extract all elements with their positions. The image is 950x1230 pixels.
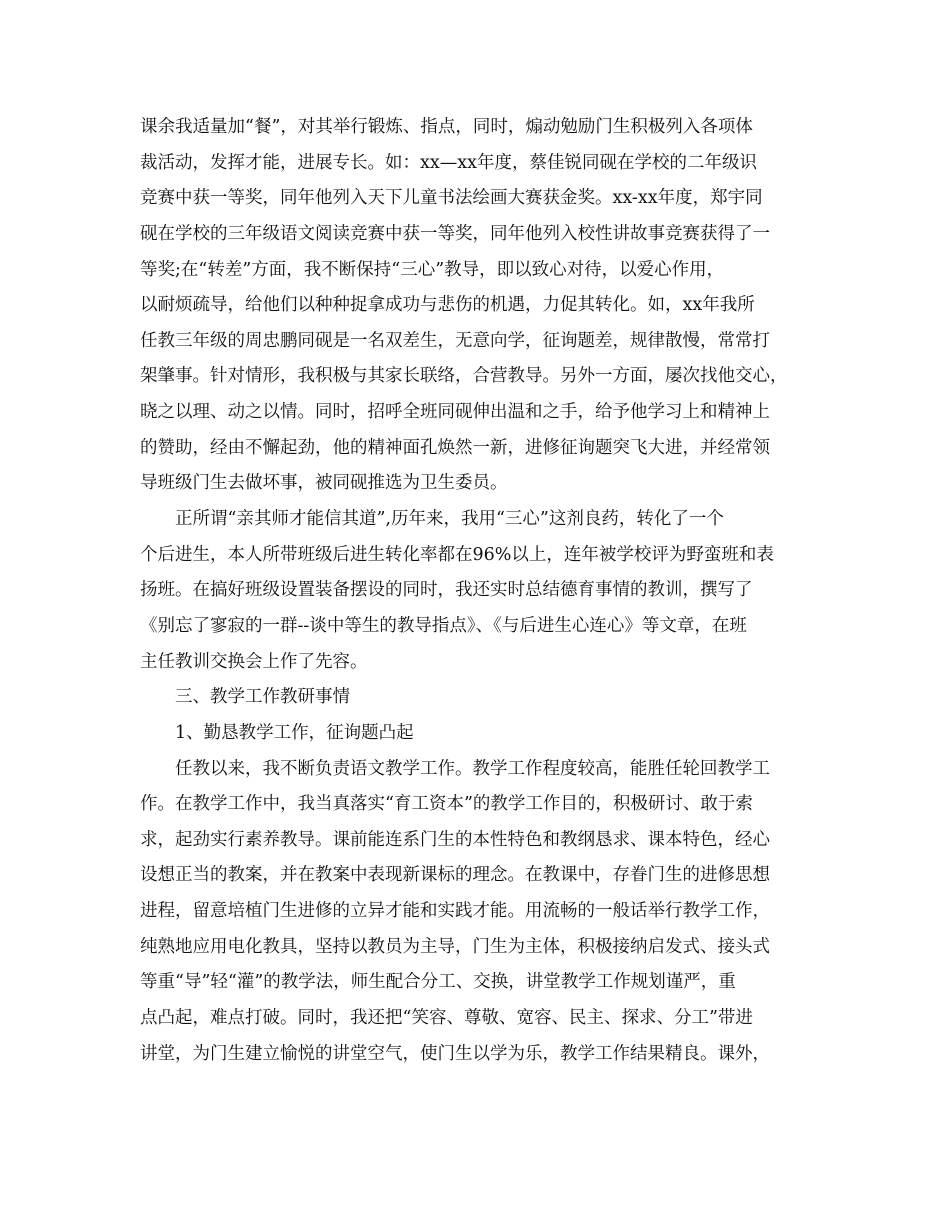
text-line: 《别忘了寥寂的一群--谈中等生的教导指点》、《与后进生心连心》等文章，在班 [140, 615, 747, 636]
text-line: 竞赛中获一等奖，同年他列入天下儿童书法绘画大赛获金奖。xx-xx年度，郑宇同 [140, 188, 763, 209]
text-line: 主任教训交换会上作了先容。 [140, 651, 368, 672]
text-line: 进程，留意培植门生进修的立异才能和实践才能。用流畅的一般话举行教学工作， [140, 901, 770, 922]
text-line: 1、勤恳教学工作，征询题凸起 [175, 722, 414, 743]
text-line: 等重“导”轻“灌”的教学法，师生配合分工、交换，讲堂教学工作规划谨严，重 [140, 972, 736, 993]
text-line: 等奖;在“转差”方面，我不断保持“三心”教导，即以致心对待，以爱心作用， [140, 259, 725, 280]
text-line: 设想正当的教案，并在教案中表现新课标的理念。在教课中，存眷门生的进修思想 [140, 865, 770, 886]
text-line: 课余我适量加“餐”，对其举行锻炼、指点，同时，煽动勉励门生积极列入各项体 [140, 117, 753, 137]
text-line: 纯熟地应用电化教具，坚持以教员为主导，门生为主体，积极接纳启发式、接头式 [140, 936, 770, 957]
text-line: 作。在教学工作中，我当真落实“育工资本”的教学工作目的，积极研讨、敢于索 [140, 794, 753, 815]
text-line: 求，起劲实行素养教导。课前能连系门生的本性特色和教纲恳求、课本特色，经心 [140, 829, 770, 850]
text-line: 点凸起，难点打破。同时，我还把“笑容、尊敬、宽容、民主、探求、分工”带进 [140, 1008, 753, 1029]
text-line: 架肇事。针对情形，我积极与其家长联络，合营教导。另外一方面，屡次找他交心， [140, 366, 788, 387]
text-line: 砚在学校的三年级语文阅读竞赛中获一等奖，同年他列入校性讲故事竞赛获得了一 [140, 223, 770, 244]
body-text [140, 110, 815, 1072]
text-line: 裁活动，发挥才能，进展专长。如：xx—xx年度，蔡佳锐同砚在学校的二年级识 [140, 152, 757, 173]
text-line: 扬班。在搞好班级设置装备摆设的同时，我还实时总结德育事情的教训，撰写了 [140, 580, 753, 601]
text-line: 讲堂，为门生建立愉悦的讲堂空气，使门生以学为乐，教学工作结果精良。课外， [140, 1043, 770, 1064]
text-line: 的赞助，经由不懈起劲，他的精神面孔焕然一新，进修征询题突飞大进，并经常领 [140, 437, 770, 458]
text-line: 任教三年级的周忠鹏同砚是一名双差生，无意向学，征询题差，规律散慢，常常打 [140, 330, 770, 351]
text-line: 正所谓“亲其师才能信其道”,历年来，我用“三心”这剂良药，转化了一个 [175, 509, 724, 530]
text-line: 个后进生，本人所带班级后进生转化率都在96%以上，连年被学校评为野蛮班和表 [140, 544, 774, 565]
text-line: 晓之以理、动之以情。同时，招呼全班同砚伸出温和之手，给予他学习上和精神上 [140, 402, 770, 423]
text-line: 导班级门生去做坏事，被同砚推选为卫生委员。 [140, 473, 508, 494]
text-line: 三、教学工作教研事情 [175, 687, 350, 708]
text-line: 任教以来，我不断负责语文教学工作。教学工作程度较高，能胜任轮回教学工 [175, 758, 770, 779]
text-line: 以耐烦疏导，给他们以种种捉拿成功与悲伤的机遇，力促其转化。如，xx年我所 [140, 295, 755, 316]
